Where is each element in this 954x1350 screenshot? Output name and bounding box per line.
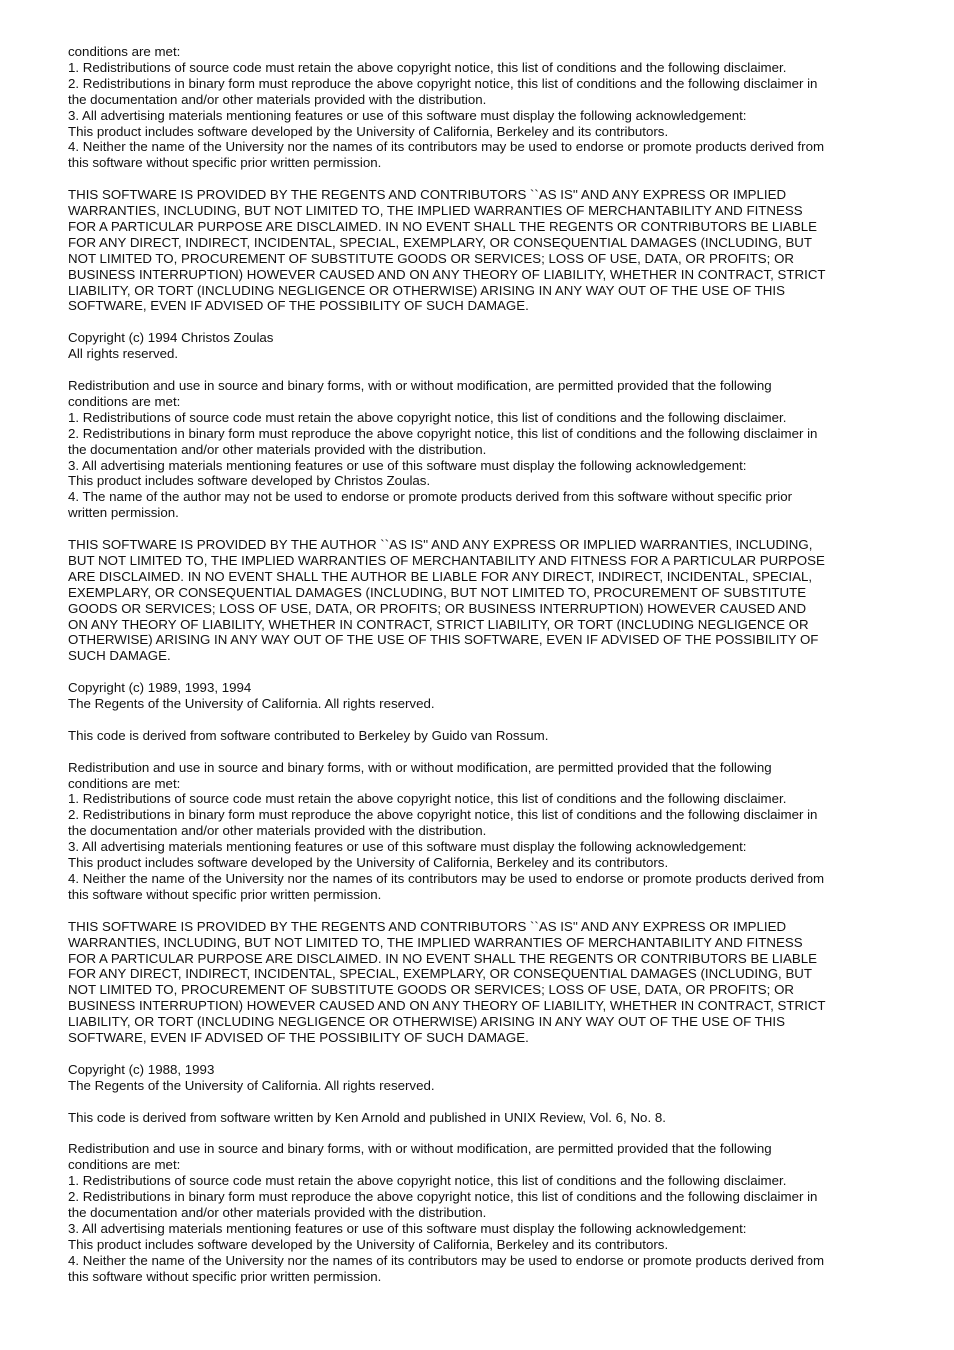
text-line: OTHERWISE) ARISING IN ANY WAY OUT OF THE USE OF THIS SOFTWARE, EVEN IF ADVISED OF THE POSSIBILITY OF [68,632,819,648]
text-line: FOR A PARTICULAR PURPOSE ARE DISCLAIMED. IN NO EVENT SHALL THE REGENTS OR CONTRIBUTORS BE LIABLE [68,218,817,234]
text-line: SOFTWARE, EVEN IF ADVISED OF THE POSSIBILITY OF SUCH DAMAGE. [68,1030,529,1046]
text-line: 4. Neither the name of the University nor the names of its contributors may be used to endorse or promote products derived from [68,1252,825,1268]
text-line: FOR ANY DIRECT, INDIRECT, INCIDENTAL, SPECIAL, EXEMPLARY, OR CONSEQUENTIAL DAMAGES (INCLUDING, BUT [68,966,813,982]
text-line: This code is derived from software written by Ken Arnold and published in UNIX Review, Vol. 6, No. 8. [68,1109,666,1125]
text-line: 3. All advertising materials mentioning features or use of this software must display the following acknowledgement: [68,839,747,855]
text-line: this software without specific prior written permission. [68,886,382,902]
license-paragraph [68,1110,898,1126]
text-line: GOODS OR SERVICES; LOSS OF USE, DATA, OR PROFITS; OR BUSINESS INTERRUPTION) HOWEVER CAUSED AND [68,600,807,616]
license-paragraph [68,760,898,903]
text-line: Copyright (c) 1994 Christos Zoulas [68,330,274,346]
license-paragraph [68,1062,898,1094]
text-line: WARRANTIES, INCLUDING, BUT NOT LIMITED TO, THE IMPLIED WARRANTIES OF MERCHANTABILITY AND FITNESS [68,203,803,219]
text-line: Redistribution and use in source and binary forms, with or without modification, are permitted provided that the following [68,377,772,393]
text-line: WARRANTIES, INCLUDING, BUT NOT LIMITED TO, THE IMPLIED WARRANTIES OF MERCHANTABILITY AND FITNESS [68,934,803,950]
text-line: LIABILITY, OR TORT (INCLUDING NEGLIGENCE OR OTHERWISE) ARISING IN ANY WAY OUT OF THE USE OF THIS [68,282,785,298]
text-line: This code is derived from software contributed to Berkeley by Guido van Rossum. [68,727,549,743]
text-line: Copyright (c) 1988, 1993 [68,1061,215,1077]
text-line: 2. Redistributions in binary form must reproduce the above copyright notice, this list of conditions and the following disclaimer in [68,1189,818,1205]
text-line: 4. Neither the name of the University nor the names of its contributors may be used to endorse or promote products derived from [68,871,825,887]
text-line: 3. All advertising materials mentioning features or use of this software must display the following acknowledgement: [68,107,747,123]
text-line: SOFTWARE, EVEN IF ADVISED OF THE POSSIBILITY OF SUCH DAMAGE. [68,298,529,314]
text-line: this software without specific prior written permission. [68,1268,382,1284]
text-line: All rights reserved. [68,346,179,362]
text-line: conditions are met: [68,44,181,59]
license-paragraph [68,537,898,664]
license-paragraph [68,1141,898,1284]
text-line: 4. The name of the author may not be used to endorse or promote products derived from this software without specific prior [68,489,793,505]
text-line: 2. Redistributions in binary form must reproduce the above copyright notice, this list of conditions and the following disclaimer in [68,425,818,441]
text-line: BUSINESS INTERRUPTION) HOWEVER CAUSED AND ON ANY THEORY OF LIABILITY, WHETHER IN CONTRACT, STRICT [68,266,826,282]
text-line: The Regents of the University of California. All rights reserved. [68,1077,435,1093]
license-paragraph [68,330,898,362]
text-line: 1. Redistributions of source code must retain the above copyright notice, this list of conditions and the following disclaimer. [68,59,787,75]
license-paragraph [68,919,898,1046]
text-line: This product includes software developed by the University of California, Berkeley and its contributors. [68,855,669,871]
text-line: SUCH DAMAGE. [68,648,171,664]
license-paragraph [68,44,898,171]
text-line: this software without specific prior written permission. [68,155,382,171]
text-line: the documentation and/or other materials provided with the distribution. [68,441,487,457]
text-line: The Regents of the University of California. All rights reserved. [68,696,435,712]
text-line: 3. All advertising materials mentioning features or use of this software must display the following acknowledgement: [68,1220,747,1236]
text-line: 2. Redistributions in binary form must reproduce the above copyright notice, this list of conditions and the following disclaimer in [68,75,818,91]
text-line: ON ANY THEORY OF LIABILITY, WHETHER IN CONTRACT, STRICT LIABILITY, OR TORT (INCLUDING NEGLIGENCE OR [68,616,809,632]
text-line: LIABILITY, OR TORT (INCLUDING NEGLIGENCE OR OTHERWISE) ARISING IN ANY WAY OUT OF THE USE OF THIS [68,1014,785,1030]
text-line: written permission. [68,505,179,521]
text-line: conditions are met: [68,1157,181,1173]
license-document [68,44,898,1300]
text-line: Redistribution and use in source and binary forms, with or without modification, are permitted provided that the following [68,759,772,775]
text-line: 1. Redistributions of source code must retain the above copyright notice, this list of conditions and the following disclaimer. [68,409,787,425]
text-line: BUSINESS INTERRUPTION) HOWEVER CAUSED AND ON ANY THEORY OF LIABILITY, WHETHER IN CONTRACT, STRICT [68,998,826,1014]
text-line: FOR ANY DIRECT, INDIRECT, INCIDENTAL, SPECIAL, EXEMPLARY, OR CONSEQUENTIAL DAMAGES (INCLUDING, BUT [68,234,813,250]
text-line: FOR A PARTICULAR PURPOSE ARE DISCLAIMED. IN NO EVENT SHALL THE REGENTS OR CONTRIBUTORS BE LIABLE [68,950,817,966]
text-line: Copyright (c) 1989, 1993, 1994 [68,680,252,696]
text-line: This product includes software developed by the University of California, Berkeley and its contributors. [68,1236,669,1252]
text-line: the documentation and/or other materials provided with the distribution. [68,1204,487,1220]
text-line: conditions are met: [68,775,181,791]
text-line: 3. All advertising materials mentioning features or use of this software must display the following acknowledgement: [68,457,747,473]
text-line: This product includes software developed by Christos Zoulas. [68,473,431,489]
license-paragraph [68,728,898,744]
license-paragraph [68,680,898,712]
text-line: ARE DISCLAIMED. IN NO EVENT SHALL THE AUTHOR BE LIABLE FOR ANY DIRECT, INDIRECT, INCIDENTAL, SPECIAL, [68,568,813,584]
license-paragraph [68,187,898,314]
text-line: Redistribution and use in source and binary forms, with or without modification, are permitted provided that the following [68,1141,772,1157]
text-line: THIS SOFTWARE IS PROVIDED BY THE AUTHOR ``AS IS'' AND ANY EXPRESS OR IMPLIED WARRANTIES, INCLUDING, [68,537,813,553]
text-line: THIS SOFTWARE IS PROVIDED BY THE REGENTS AND CONTRIBUTORS ``AS IS'' AND ANY EXPRESS OR IMPLIED [68,187,787,203]
text-line: the documentation and/or other materials provided with the distribution. [68,823,487,839]
text-line: NOT LIMITED TO, PROCUREMENT OF SUBSTITUTE GOODS OR SERVICES; LOSS OF USE, DATA, OR PROFITS; OR [68,982,795,998]
text-line: This product includes software developed by the University of California, Berkeley and its contributors. [68,123,669,139]
text-line: BUT NOT LIMITED TO, THE IMPLIED WARRANTIES OF MERCHANTABILITY AND FITNESS FOR A PARTICULAR PURPOSE [68,552,825,568]
text-line: 4. Neither the name of the University nor the names of its contributors may be used to endorse or promote products derived from [68,139,825,155]
text-line: THIS SOFTWARE IS PROVIDED BY THE REGENTS AND CONTRIBUTORS ``AS IS'' AND ANY EXPRESS OR IMPLIED [68,918,787,934]
text-line: 1. Redistributions of source code must retain the above copyright notice, this list of conditions and the following disclaimer. [68,791,787,807]
license-paragraph [68,378,898,521]
text-line: 2. Redistributions in binary form must reproduce the above copyright notice, this list of conditions and the following disclaimer in [68,807,818,823]
text-line: NOT LIMITED TO, PROCUREMENT OF SUBSTITUTE GOODS OR SERVICES; LOSS OF USE, DATA, OR PROFITS; OR [68,250,795,266]
text-line: EXEMPLARY, OR CONSEQUENTIAL DAMAGES (INCLUDING, BUT NOT LIMITED TO, PROCUREMENT OF SUBSTITUTE [68,584,807,600]
text-line: the documentation and/or other materials provided with the distribution. [68,91,487,107]
text-line: 1. Redistributions of source code must retain the above copyright notice, this list of conditions and the following disclaimer. [68,1173,787,1189]
text-line: conditions are met: [68,393,181,409]
